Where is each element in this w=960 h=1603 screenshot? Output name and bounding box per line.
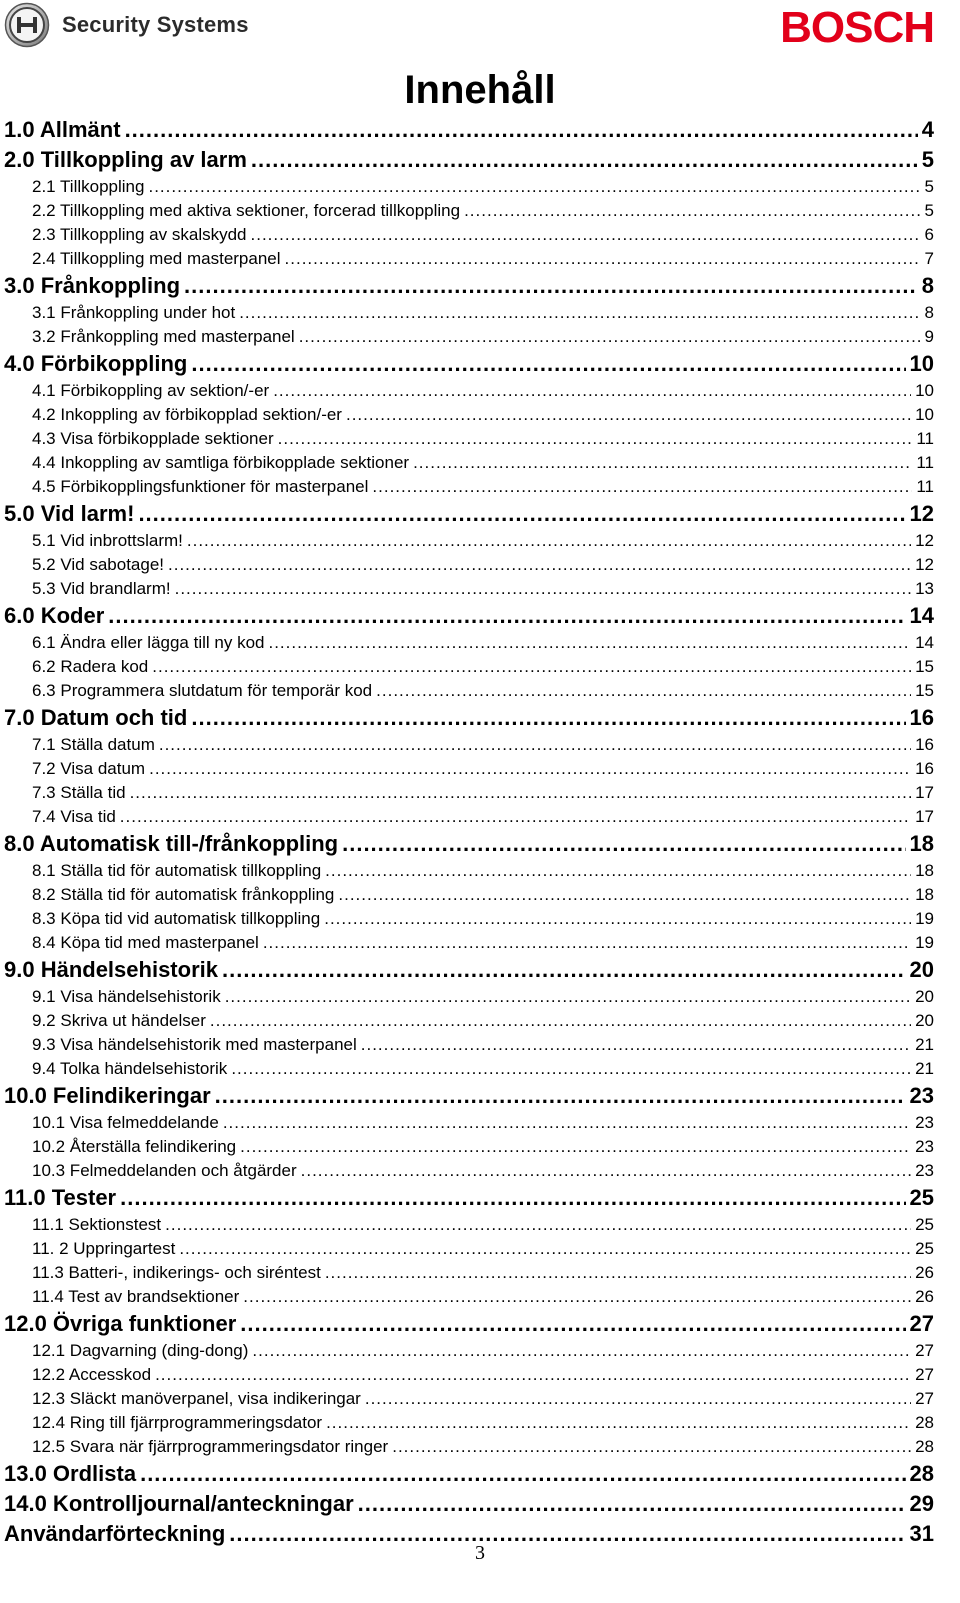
toc-entry-label: 14.0 Kontrolljournal/anteckningar [4,1491,354,1516]
toc-entry-page: 20 [915,987,934,1006]
toc-section-entry[interactable] [32,451,934,475]
toc-entry-page: 27 [915,1365,934,1384]
toc-section-entry[interactable] [32,325,934,349]
toc-section-entry[interactable] [32,379,934,403]
toc-section-entry[interactable] [32,931,934,955]
dot-leader [325,1261,911,1285]
dot-leader [361,1033,911,1057]
toc-section-entry[interactable] [32,805,934,829]
toc-entry-label: 2.3 Tillkoppling av skalskydd [32,225,247,244]
toc-entry-label: 10.3 Felmeddelanden och åtgärder [32,1161,297,1180]
dot-leader [108,602,905,630]
toc-section-entry[interactable] [32,1057,934,1081]
toc-entry-label: 5.3 Vid brandlarm! [32,579,171,598]
toc-entry-label: 3.1 Frånkoppling under hot [32,303,236,322]
dot-leader [225,985,911,1009]
toc-chapter-entry[interactable] [4,1490,934,1518]
dot-leader [222,956,906,984]
dot-leader [268,631,911,655]
toc-entry-page: 27 [915,1341,934,1360]
dot-leader [210,1009,911,1033]
dot-leader [252,1339,911,1363]
dot-leader [159,733,911,757]
dot-leader [243,1285,911,1309]
toc-entry-label: 7.0 Datum och tid [4,705,188,730]
toc-entry-label: 12.2 Accesskod [32,1365,152,1384]
toc-chapter-entry[interactable] [4,116,934,144]
toc-entry-label: 9.0 Händelsehistorik [4,957,218,982]
dot-leader [120,805,911,829]
toc-entry-page: 5 [921,147,934,172]
toc-entry-page: 8 [921,273,934,298]
toc-chapter-entry[interactable] [4,956,934,984]
dot-leader [184,272,918,300]
toc-section-entry[interactable] [32,1009,934,1033]
dot-leader [376,679,911,703]
toc-entry-page: 21 [915,1035,934,1054]
toc-section-entry[interactable] [32,859,934,883]
toc-section-entry[interactable] [32,883,934,907]
toc-chapter-entry[interactable] [4,602,934,630]
toc-entry-label: 4.1 Förbikoppling av sektion/-er [32,381,270,400]
toc-entry-label: 11.3 Batteri-, indikerings- och siréntest [32,1263,321,1282]
toc-entry-page: 25 [915,1215,934,1234]
toc-entry-label: 2.4 Tillkoppling med masterpanel [32,249,281,268]
dot-leader [152,655,911,679]
toc-entry-label: 12.0 Övriga funktioner [4,1311,237,1336]
toc-section-entry[interactable] [32,1135,934,1159]
toc-entry-page: 11 [916,477,934,496]
toc-entry-label: 9.4 Tolka händelsehistorik [32,1059,228,1078]
toc-entry-label: 12.3 Släckt manöverpanel, visa indikeringar [32,1389,361,1408]
dot-leader [239,301,920,325]
dot-leader [125,116,918,144]
dot-leader [231,1057,911,1081]
toc-chapter-entry[interactable] [4,704,934,732]
dot-leader [263,931,911,955]
dot-leader [392,1435,911,1459]
dot-leader [165,1213,911,1237]
toc-entry-label: 9.1 Visa händelsehistorik [32,987,221,1006]
toc-chapter-entry[interactable] [4,500,934,528]
toc-section-entry[interactable] [32,1111,934,1135]
dot-leader [346,403,911,427]
toc-entry-page: 12 [909,501,934,526]
toc-entry-page: 19 [915,933,934,952]
dot-leader [138,500,905,528]
toc-entry-page: 11 [916,429,934,448]
toc-section-entry[interactable] [32,1387,934,1411]
toc-section-entry[interactable] [32,985,934,1009]
toc-entry-page: 25 [909,1185,934,1210]
toc-entry-label: 7.1 Ställa datum [32,735,155,754]
toc-entry-label: 4.0 Förbikoppling [4,351,188,376]
toc-entry-page: 17 [915,783,934,802]
bosch-wordmark: BOSCH [780,3,934,52]
dot-leader [342,830,905,858]
toc-entry-label: 10.0 Felindikeringar [4,1083,211,1108]
toc-section-entry[interactable] [32,577,934,601]
toc-entry-label: 8.2 Ställa tid för automatisk frånkoppling [32,885,335,904]
dot-leader [285,247,921,271]
dot-leader [155,1363,911,1387]
dot-leader [187,529,911,553]
toc-section-entry[interactable] [32,553,934,577]
dot-leader [326,1411,911,1435]
toc-entry-page: 27 [909,1311,934,1336]
toc-entry-page: 13 [915,579,934,598]
toc-entry-page: 23 [915,1137,934,1156]
dot-leader [130,781,912,805]
toc-entry-label: 8.4 Köpa tid med masterpanel [32,933,259,952]
dot-leader [148,175,920,199]
toc-entry-label: 10.1 Visa felmeddelande [32,1113,219,1132]
toc-section-entry[interactable] [32,427,934,451]
toc-section-entry[interactable] [32,1237,934,1261]
toc-entry-page: 15 [915,681,934,700]
dot-leader [278,427,913,451]
toc-entry-label: 2.0 Tillkoppling av larm [4,147,247,172]
toc-section-entry[interactable] [32,1435,934,1459]
dot-leader [215,1082,906,1110]
toc-entry-label: 3.2 Frånkoppling med masterpanel [32,327,295,346]
toc-section-entry[interactable] [32,1033,934,1057]
toc-entry-page: 25 [915,1239,934,1258]
toc-section-entry[interactable] [32,679,934,703]
toc-chapter-entry[interactable] [4,350,934,378]
toc-section-entry[interactable] [32,907,934,931]
toc-entry-page: 17 [915,807,934,826]
toc-entry-page: 29 [909,1491,934,1516]
toc-entry-label: 7.2 Visa datum [32,759,146,778]
toc-entry-page: 9 [924,327,934,346]
dot-leader [120,1184,905,1212]
toc-entry-page: 18 [915,885,934,904]
toc-entry-page: 18 [915,861,934,880]
toc-entry-page: 16 [909,705,934,730]
toc-entry-page: 28 [909,1461,934,1486]
toc-section-entry[interactable] [32,781,934,805]
toc-entry-page: 12 [915,531,934,550]
toc-entry-page: 16 [915,735,934,754]
toc-section-entry[interactable] [32,655,934,679]
page-header [0,0,960,60]
toc-entry-label: 6.2 Radera kod [32,657,149,676]
toc-entry-page: 23 [915,1113,934,1132]
toc-chapter-entry[interactable] [4,272,934,300]
toc-entry-label: 12.5 Svara när fjärrprogrammeringsdator ringer [32,1437,389,1456]
toc-chapter-entry[interactable] [4,830,934,858]
dot-leader [140,1460,905,1488]
toc-entry-page: 12 [915,555,934,574]
toc-section-entry[interactable] [32,1363,934,1387]
toc-entry-page: 4 [921,117,934,142]
toc-section-entry[interactable] [32,175,934,199]
toc-entry-page: 26 [915,1263,934,1282]
toc-entry-label: 9.3 Visa händelsehistorik med masterpanel [32,1035,357,1054]
toc-entry-page: 28 [915,1413,934,1432]
toc-entry-page: 26 [915,1287,934,1306]
toc-section-entry[interactable] [32,1261,934,1285]
toc-entry-page: 20 [915,1011,934,1030]
toc-entry-label: 2.1 Tillkoppling [32,177,145,196]
toc-entry-label: 4.5 Förbikopplingsfunktioner för masterpanel [32,477,369,496]
toc-entry-label: 12.4 Ring till fjärrprogrammeringsdator [32,1413,323,1432]
dot-leader [324,907,911,931]
toc-entry-page: 27 [915,1389,934,1408]
toc-entry-page: 16 [915,759,934,778]
toc-entry-label: 5.2 Vid sabotage! [32,555,165,574]
toc-section-entry[interactable] [32,1339,934,1363]
company-name: Security Systems [62,12,249,37]
toc-entry-page: 21 [915,1059,934,1078]
toc-entry-label: 6.1 Ändra eller lägga till ny kod [32,633,265,652]
toc-section-entry[interactable] [32,223,934,247]
dot-leader [191,704,905,732]
toc-section-entry[interactable] [32,403,934,427]
toc-entry-label: 11.0 Tester [4,1185,117,1210]
toc-entry-label: 11. 2 Uppringartest [32,1239,176,1258]
toc-entry-label: 11.4 Test av brandsektioner [32,1287,240,1306]
toc-entry-page: 11 [916,453,934,472]
toc-entry-page: 15 [915,657,934,676]
dot-leader [372,475,912,499]
toc-entry-page: 23 [909,1083,934,1108]
toc-section-entry[interactable] [32,529,934,553]
toc-section-entry[interactable] [32,757,934,781]
toc-entry-label: 12.1 Dagvarning (ding-dong) [32,1341,249,1360]
dot-leader [338,883,911,907]
toc-entry-label: 8.3 Köpa tid vid automatisk tillkoppling [32,909,321,928]
bosch-armature-icon [4,2,50,48]
toc-section-entry[interactable] [32,733,934,757]
toc-entry-label: 13.0 Ordlista [4,1461,137,1486]
toc-section-entry[interactable] [32,1411,934,1435]
toc-entry-label: 4.4 Inkoppling av samtliga förbikopplade sektioner [32,453,410,472]
toc-section-entry[interactable] [32,301,934,325]
dot-leader [223,1111,911,1135]
page-title: Innehåll [404,68,556,112]
toc-entry-label: 4.2 Inkoppling av förbikopplad sektion/-er [32,405,342,424]
toc-entry-label: 5.0 Vid larm! [4,501,135,526]
toc-chapter-entry[interactable] [4,1460,934,1488]
toc-chapter-entry[interactable] [4,1310,934,1338]
toc-entry-page: 7 [924,249,934,268]
toc-entry-page: 5 [924,177,934,196]
toc-chapter-entry[interactable] [4,146,934,174]
toc-entry-page: 20 [909,957,934,982]
dot-leader [240,1135,911,1159]
toc-entry-label: 6.0 Koder [4,603,105,628]
dot-leader [325,859,911,883]
toc-entry-label: 2.2 Tillkoppling med aktiva sektioner, forcerad tillkoppling [32,201,461,220]
toc-entry-label: 7.4 Visa tid [32,807,116,826]
toc-entry-label: 11.1 Sektionstest [32,1215,162,1234]
dot-leader [175,577,911,601]
toc-entry-page: 8 [924,303,934,322]
toc-section-entry[interactable] [32,199,934,223]
toc-section-entry[interactable] [32,1285,934,1309]
toc-section-entry[interactable] [32,1159,934,1183]
toc-entry-page: 5 [924,201,934,220]
toc-entry-page: 6 [924,225,934,244]
toc-section-entry[interactable] [32,631,934,655]
toc-entry-label: 4.3 Visa förbikopplade sektioner [32,429,274,448]
dot-leader [301,1159,911,1183]
toc-entry-label: Användarförteckning [4,1521,226,1546]
toc-section-entry[interactable] [32,475,934,499]
dot-leader [179,1237,911,1261]
dot-leader [251,223,921,247]
company-logo [4,2,249,48]
toc-section-entry[interactable] [32,247,934,271]
dot-leader [358,1490,906,1518]
toc-entry-page: 14 [915,633,934,652]
dot-leader [168,553,911,577]
toc-entry-label: 8.1 Ställa tid för automatisk tillkoppling [32,861,322,880]
dot-leader [299,325,921,349]
toc-entry-label: 9.2 Skriva ut händelser [32,1011,206,1030]
dot-leader [365,1387,911,1411]
toc-entry-label: 6.3 Programmera slutdatum för temporär kod [32,681,373,700]
toc-entry-page: 10 [915,381,934,400]
dot-leader [240,1310,905,1338]
dot-leader [464,199,920,223]
dot-leader [251,146,918,174]
toc-entry-page: 14 [909,603,934,628]
dot-leader [273,379,911,403]
dot-leader [149,757,911,781]
toc-entry-label: 3.0 Frånkoppling [4,273,181,298]
toc-entry-page: 28 [915,1437,934,1456]
toc-entry-page: 19 [915,909,934,928]
toc-entry-page: 10 [909,351,934,376]
toc-entry-page: 10 [915,405,934,424]
toc-entry-page: 23 [915,1161,934,1180]
toc-entry-label: 10.2 Återställa felindikering [32,1137,237,1156]
toc-section-entry[interactable] [32,1213,934,1237]
dot-leader [191,350,905,378]
dot-leader [413,451,912,475]
toc-chapter-entry[interactable] [4,1082,934,1110]
toc-entry-page: 31 [909,1521,934,1546]
toc-entry-label: 7.3 Ställa tid [32,783,126,802]
toc-entry-label: 5.1 Vid inbrottslarm! [32,531,183,550]
page-number: 3 [475,1542,485,1564]
toc-entry-label: 1.0 Allmänt [4,117,121,142]
toc-entry-page: 18 [909,831,934,856]
toc-chapter-entry[interactable] [4,1184,934,1212]
toc-entry-label: 8.0 Automatisk till-/frånkoppling [4,831,339,856]
